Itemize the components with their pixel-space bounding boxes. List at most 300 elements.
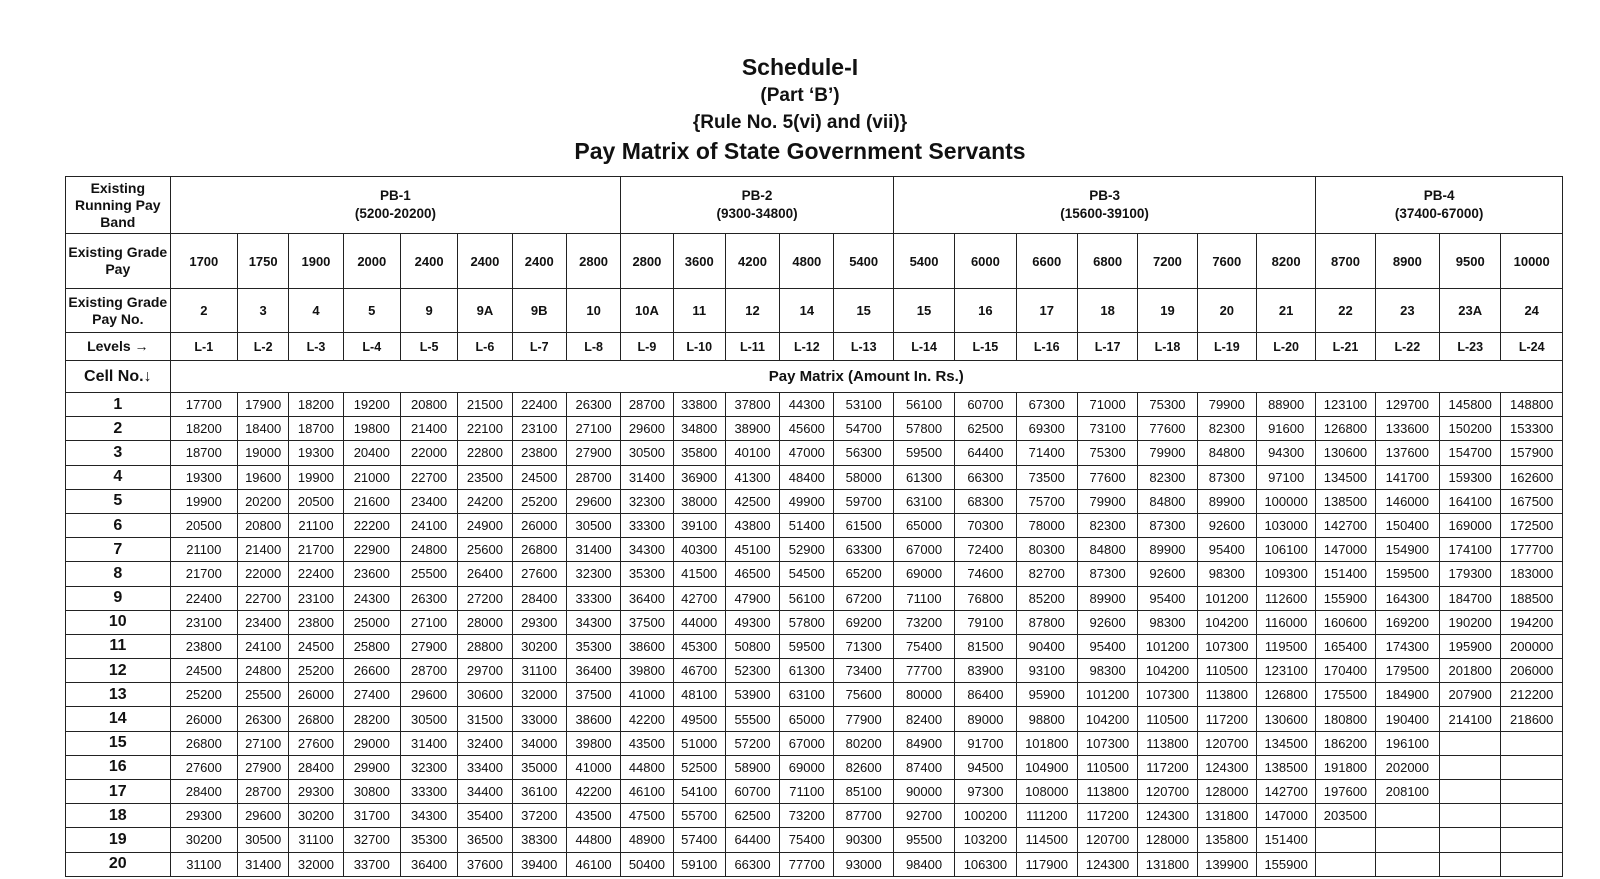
grade-pay-no-cell: 16 xyxy=(955,289,1016,333)
pay-amount-cell: 82300 xyxy=(1138,465,1197,489)
pay-amount-cell: 77700 xyxy=(893,659,954,683)
pay-amount-cell: 28400 xyxy=(289,755,343,779)
pay-amount-cell: 107300 xyxy=(1197,634,1256,658)
grade-pay-cell: 5400 xyxy=(893,234,954,289)
pay-amount-cell: 18200 xyxy=(289,393,343,417)
pay-amount-cell: 179300 xyxy=(1440,562,1501,586)
table-row xyxy=(66,489,1563,513)
pay-amount-cell: 61500 xyxy=(834,513,893,537)
pay-amount-cell: 77600 xyxy=(1138,417,1197,441)
pay-amount-cell: 30800 xyxy=(343,780,400,804)
pay-amount-cell: 36500 xyxy=(458,828,512,852)
pay-amount-cell: 124300 xyxy=(1077,852,1137,876)
levels-row xyxy=(66,333,1563,361)
level-cell: L-23 xyxy=(1440,333,1501,361)
pay-amount-cell: 55700 xyxy=(673,804,725,828)
pay-amount-cell: 60700 xyxy=(725,780,779,804)
pay-amount-cell: 28400 xyxy=(512,586,566,610)
pay-amount-cell: 203500 xyxy=(1316,804,1375,828)
pay-amount-cell xyxy=(1375,828,1439,852)
pay-amount-cell: 160600 xyxy=(1316,610,1375,634)
pay-amount-cell: 31100 xyxy=(170,852,237,876)
pay-amount-cell: 169200 xyxy=(1375,610,1439,634)
cell-number: 16 xyxy=(66,755,171,779)
pay-amount-cell: 113800 xyxy=(1197,683,1256,707)
pay-band-header xyxy=(893,177,1315,234)
pay-amount-cell: 22800 xyxy=(458,441,512,465)
grade-pay-cell: 8200 xyxy=(1256,234,1315,289)
schedule-title: Schedule-I xyxy=(741,54,859,80)
table-row xyxy=(66,659,1563,683)
grade-pay-no-cell: 15 xyxy=(834,289,893,333)
pay-amount-cell: 117200 xyxy=(1077,804,1137,828)
pay-amount-cell: 24100 xyxy=(400,513,457,537)
pay-amount-cell: 58900 xyxy=(725,755,779,779)
pay-amount-cell: 62500 xyxy=(955,417,1016,441)
level-cell: L-4 xyxy=(343,333,400,361)
grade-pay-cell: 8900 xyxy=(1375,234,1439,289)
pay-amount-cell: 208100 xyxy=(1375,780,1439,804)
pay-amount-cell: 62500 xyxy=(725,804,779,828)
pay-amount-cell: 131800 xyxy=(1197,804,1256,828)
pay-amount-cell: 63300 xyxy=(834,538,893,562)
pay-amount-cell: 46500 xyxy=(725,562,779,586)
pay-amount-cell: 120700 xyxy=(1197,731,1256,755)
pay-amount-cell: 79900 xyxy=(1138,441,1197,465)
pay-amount-cell: 46700 xyxy=(673,659,725,683)
pay-amount-cell: 87800 xyxy=(1016,610,1077,634)
grade-pay-no-cell: 9B xyxy=(512,289,566,333)
pay-amount-cell: 89900 xyxy=(1197,489,1256,513)
pay-amount-cell: 31400 xyxy=(400,731,457,755)
pay-amount-cell: 29300 xyxy=(289,780,343,804)
pay-amount-cell: 49900 xyxy=(780,489,834,513)
pay-amount-cell: 32000 xyxy=(289,852,343,876)
pay-amount-cell: 19200 xyxy=(343,393,400,417)
pay-amount-cell: 29000 xyxy=(343,731,400,755)
table-row xyxy=(66,393,1563,417)
pay-amount-cell: 26300 xyxy=(400,586,457,610)
pay-amount-cell: 19900 xyxy=(170,489,237,513)
grade-pay-no-cell: 21 xyxy=(1256,289,1315,333)
cell-number: 13 xyxy=(66,683,171,707)
pay-amount-cell: 37600 xyxy=(458,852,512,876)
pay-amount-cell: 138500 xyxy=(1316,489,1375,513)
pay-amount-cell: 29600 xyxy=(621,417,673,441)
pay-amount-cell: 19600 xyxy=(238,465,289,489)
level-cell: L-21 xyxy=(1316,333,1375,361)
pay-amount-cell: 32000 xyxy=(512,683,566,707)
pay-amount-cell: 82400 xyxy=(893,707,954,731)
grade-pay-cell: 1750 xyxy=(238,234,289,289)
pay-amount-cell: 21600 xyxy=(343,489,400,513)
pay-amount-cell: 21700 xyxy=(170,562,237,586)
pay-amount-cell: 177700 xyxy=(1501,538,1563,562)
pay-amount-cell: 155900 xyxy=(1256,852,1315,876)
pay-amount-cell: 27900 xyxy=(400,634,457,658)
pay-amount-cell: 180800 xyxy=(1316,707,1375,731)
pay-amount-cell: 37200 xyxy=(512,804,566,828)
pay-amount-cell: 32300 xyxy=(400,755,457,779)
pay-amount-cell: 75700 xyxy=(1016,489,1077,513)
cell-number: 18 xyxy=(66,804,171,828)
pay-amount-cell: 117200 xyxy=(1197,707,1256,731)
pay-amount-cell: 98400 xyxy=(893,852,954,876)
pay-amount-cell: 40100 xyxy=(725,441,779,465)
pay-amount-cell: 87300 xyxy=(1077,562,1137,586)
grade-pay-no-cell: 11 xyxy=(673,289,725,333)
pay-amount-cell: 56100 xyxy=(893,393,954,417)
pay-amount-cell: 150200 xyxy=(1440,417,1501,441)
pay-amount-cell: 57800 xyxy=(893,417,954,441)
pay-amount-cell: 27100 xyxy=(400,610,457,634)
pay-amount-cell xyxy=(1316,852,1375,876)
pay-amount-cell: 135800 xyxy=(1197,828,1256,852)
cell-number: 1 xyxy=(66,393,171,417)
grade-pay-cell: 6600 xyxy=(1016,234,1077,289)
pay-amount-cell: 51000 xyxy=(673,731,725,755)
pay-amount-cell: 19000 xyxy=(238,441,289,465)
pay-amount-cell: 69300 xyxy=(1016,417,1077,441)
grade-pay-no-label: Existing Grade Pay No. xyxy=(66,289,171,333)
pay-amount-cell: 70300 xyxy=(955,513,1016,537)
grade-pay-cell: 8700 xyxy=(1316,234,1375,289)
pay-amount-cell: 124300 xyxy=(1197,755,1256,779)
pay-amount-cell: 30500 xyxy=(238,828,289,852)
pay-amount-cell: 20200 xyxy=(238,489,289,513)
pay-amount-cell: 107300 xyxy=(1138,683,1197,707)
pay-amount-cell: 21100 xyxy=(289,513,343,537)
pay-amount-cell: 44000 xyxy=(673,610,725,634)
pay-amount-cell: 32700 xyxy=(343,828,400,852)
pay-amount-cell: 60700 xyxy=(955,393,1016,417)
pay-amount-cell: 81500 xyxy=(955,634,1016,658)
pay-amount-cell: 212200 xyxy=(1501,683,1563,707)
pay-amount-cell: 21500 xyxy=(458,393,512,417)
pay-amount-cell: 30200 xyxy=(512,634,566,658)
pay-amount-cell: 206000 xyxy=(1501,659,1563,683)
pay-amount-cell: 194200 xyxy=(1501,610,1563,634)
level-cell: L-20 xyxy=(1256,333,1315,361)
pay-amount-cell: 23100 xyxy=(512,417,566,441)
pay-band-header xyxy=(1316,177,1563,234)
pay-amount-cell: 29900 xyxy=(343,755,400,779)
pay-amount-cell: 75400 xyxy=(780,828,834,852)
pay-amount-cell: 44800 xyxy=(566,828,620,852)
pay-amount-cell: 100000 xyxy=(1256,489,1315,513)
pay-amount-cell: 195900 xyxy=(1440,634,1501,658)
pay-amount-cell: 22900 xyxy=(343,538,400,562)
pay-amount-cell: 22400 xyxy=(170,586,237,610)
pay-amount-cell: 184900 xyxy=(1375,683,1439,707)
table-row xyxy=(66,852,1563,876)
pay-amount-cell: 157900 xyxy=(1501,441,1563,465)
cell-number: 12 xyxy=(66,659,171,683)
grade-pay-cell: 2800 xyxy=(566,234,620,289)
pay-amount-cell: 104200 xyxy=(1197,610,1256,634)
pay-band-row xyxy=(66,177,1563,234)
pay-amount-cell: 79100 xyxy=(955,610,1016,634)
pay-amount-cell: 21000 xyxy=(343,465,400,489)
pay-amount-cell xyxy=(1440,804,1501,828)
grade-pay-cell: 2000 xyxy=(343,234,400,289)
pay-amount-cell: 167500 xyxy=(1501,489,1563,513)
pay-amount-cell: 61300 xyxy=(893,465,954,489)
pay-amount-cell: 65000 xyxy=(780,707,834,731)
pay-amount-cell: 67000 xyxy=(780,731,834,755)
pay-amount-cell: 68300 xyxy=(955,489,1016,513)
pay-amount-cell: 82300 xyxy=(1197,417,1256,441)
pay-amount-cell: 71400 xyxy=(1016,441,1077,465)
pay-amount-cell: 77700 xyxy=(780,852,834,876)
pay-amount-cell: 18700 xyxy=(289,417,343,441)
pay-amount-cell: 73500 xyxy=(1016,465,1077,489)
pay-amount-cell: 34300 xyxy=(400,804,457,828)
pay-amount-cell: 26600 xyxy=(343,659,400,683)
pay-amount-cell: 37800 xyxy=(725,393,779,417)
pay-amount-cell: 188500 xyxy=(1501,586,1563,610)
table-row xyxy=(66,562,1563,586)
pay-amount-cell: 151400 xyxy=(1316,562,1375,586)
pay-amount-cell: 116000 xyxy=(1256,610,1315,634)
pay-amount-cell: 87300 xyxy=(1138,513,1197,537)
table-row xyxy=(66,755,1563,779)
pay-amount-cell: 23400 xyxy=(238,610,289,634)
grade-pay-cell: 6800 xyxy=(1077,234,1137,289)
pay-amount-cell: 103000 xyxy=(1256,513,1315,537)
pay-amount-cell: 59700 xyxy=(834,489,893,513)
pay-amount-cell: 126800 xyxy=(1316,417,1375,441)
pay-amount-cell: 218600 xyxy=(1501,707,1563,731)
table-row xyxy=(66,780,1563,804)
pay-amount-cell: 34400 xyxy=(458,780,512,804)
pay-amount-cell: 23600 xyxy=(343,562,400,586)
grade-pay-no-cell: 10 xyxy=(566,289,620,333)
grade-pay-no-cell: 23A xyxy=(1440,289,1501,333)
pay-amount-cell: 59100 xyxy=(673,852,725,876)
pay-amount-cell: 18400 xyxy=(238,417,289,441)
pay-amount-cell: 90000 xyxy=(893,780,954,804)
pay-amount-cell: 123100 xyxy=(1316,393,1375,417)
pay-amount-cell: 109300 xyxy=(1256,562,1315,586)
pay-amount-cell: 73100 xyxy=(1077,417,1137,441)
pay-amount-cell: 186200 xyxy=(1316,731,1375,755)
level-cell: L-9 xyxy=(621,333,673,361)
pay-amount-cell: 48400 xyxy=(780,465,834,489)
table-row xyxy=(66,707,1563,731)
level-cell: L-11 xyxy=(725,333,779,361)
pay-amount-cell: 98300 xyxy=(1077,659,1137,683)
level-cell: L-8 xyxy=(566,333,620,361)
pay-amount-cell: 104200 xyxy=(1077,707,1137,731)
pay-amount-cell: 25200 xyxy=(512,489,566,513)
pay-amount-cell: 151400 xyxy=(1256,828,1315,852)
cell-number: 4 xyxy=(66,465,171,489)
level-cell: L-16 xyxy=(1016,333,1077,361)
grade-pay-no-cell: 2 xyxy=(170,289,237,333)
cell-number: 3 xyxy=(66,441,171,465)
pay-amount-cell: 44800 xyxy=(621,755,673,779)
pay-amount-cell: 27900 xyxy=(566,441,620,465)
pay-amount-cell: 26000 xyxy=(512,513,566,537)
pay-amount-cell: 26800 xyxy=(512,538,566,562)
level-cell: L-17 xyxy=(1077,333,1137,361)
pay-amount-cell: 29300 xyxy=(170,804,237,828)
pay-amount-cell: 85100 xyxy=(834,780,893,804)
table-row xyxy=(66,441,1563,465)
pay-amount-cell: 33300 xyxy=(621,513,673,537)
pay-amount-cell: 92600 xyxy=(1197,513,1256,537)
pay-amount-cell: 56100 xyxy=(780,586,834,610)
pay-amount-cell: 123100 xyxy=(1256,659,1315,683)
table-row xyxy=(66,513,1563,537)
pay-amount-cell: 33300 xyxy=(400,780,457,804)
pay-amount-cell: 146000 xyxy=(1375,489,1439,513)
pay-matrix-table xyxy=(65,176,1563,877)
pay-amount-cell: 21400 xyxy=(400,417,457,441)
pay-amount-cell: 26300 xyxy=(566,393,620,417)
pay-amount-cell: 21700 xyxy=(289,538,343,562)
pay-amount-cell: 142700 xyxy=(1316,513,1375,537)
pay-amount-cell: 30500 xyxy=(400,707,457,731)
pay-amount-cell: 28700 xyxy=(566,465,620,489)
pay-amount-cell: 71100 xyxy=(893,586,954,610)
pay-amount-cell: 84800 xyxy=(1138,489,1197,513)
pay-amount-cell: 87300 xyxy=(1197,465,1256,489)
pay-band-range: (5200-20200) xyxy=(354,206,436,221)
pay-amount-cell: 207900 xyxy=(1440,683,1501,707)
pay-amount-cell: 27600 xyxy=(289,731,343,755)
pay-amount-cell: 77900 xyxy=(834,707,893,731)
pay-amount-cell: 120700 xyxy=(1077,828,1137,852)
pay-amount-cell: 20400 xyxy=(343,441,400,465)
pay-amount-cell: 75300 xyxy=(1138,393,1197,417)
pay-amount-cell xyxy=(1501,804,1563,828)
pay-amount-cell: 179500 xyxy=(1375,659,1439,683)
pay-amount-cell: 69000 xyxy=(780,755,834,779)
pay-amount-cell: 29700 xyxy=(458,659,512,683)
grade-pay-cell: 5400 xyxy=(834,234,893,289)
level-cell: L-1 xyxy=(170,333,237,361)
pay-amount-cell: 63100 xyxy=(893,489,954,513)
pay-amount-cell: 32400 xyxy=(458,731,512,755)
pay-amount-cell: 27900 xyxy=(238,755,289,779)
level-cell: L-12 xyxy=(780,333,834,361)
pay-amount-cell xyxy=(1501,852,1563,876)
pay-amount-cell: 48900 xyxy=(621,828,673,852)
pay-amount-cell: 73400 xyxy=(834,659,893,683)
pay-amount-cell: 24500 xyxy=(512,465,566,489)
pay-amount-cell: 18700 xyxy=(170,441,237,465)
table-row xyxy=(66,465,1563,489)
level-cell: L-6 xyxy=(458,333,512,361)
grade-pay-no-cell: 12 xyxy=(725,289,779,333)
grade-pay-no-cell: 4 xyxy=(289,289,343,333)
pay-amount-cell: 22000 xyxy=(238,562,289,586)
pay-amount-cell: 85200 xyxy=(1016,586,1077,610)
part-label: (Part ‘B’) xyxy=(760,85,840,106)
pay-amount-cell: 31100 xyxy=(289,828,343,852)
pay-amount-cell: 45600 xyxy=(780,417,834,441)
pay-amount-cell: 110500 xyxy=(1077,755,1137,779)
pay-band-name: PB-3 xyxy=(1089,188,1120,203)
level-cell: L-5 xyxy=(400,333,457,361)
pay-amount-cell: 49300 xyxy=(725,610,779,634)
pay-amount-cell: 79900 xyxy=(1197,393,1256,417)
pay-amount-cell: 58000 xyxy=(834,465,893,489)
pay-amount-cell: 73200 xyxy=(893,610,954,634)
pay-amount-cell: 197600 xyxy=(1316,780,1375,804)
pay-amount-cell: 129700 xyxy=(1375,393,1439,417)
pay-amount-cell: 28200 xyxy=(343,707,400,731)
grade-pay-cell: 9500 xyxy=(1440,234,1501,289)
pay-amount-cell: 82300 xyxy=(1077,513,1137,537)
level-cell: L-19 xyxy=(1197,333,1256,361)
pay-amount-cell: 80200 xyxy=(834,731,893,755)
pay-amount-cell: 38600 xyxy=(621,634,673,658)
pay-amount-cell: 28700 xyxy=(621,393,673,417)
pay-amount-cell: 22700 xyxy=(400,465,457,489)
pay-amount-cell: 20800 xyxy=(400,393,457,417)
pay-amount-cell: 147000 xyxy=(1256,804,1315,828)
pay-amount-cell: 52300 xyxy=(725,659,779,683)
grade-pay-cell: 2400 xyxy=(400,234,457,289)
pay-amount-cell: 154900 xyxy=(1375,538,1439,562)
pay-amount-cell: 43800 xyxy=(725,513,779,537)
pay-amount-cell: 88900 xyxy=(1256,393,1315,417)
grade-pay-cell: 10000 xyxy=(1501,234,1563,289)
pay-amount-cell: 19300 xyxy=(289,441,343,465)
pay-amount-cell: 22200 xyxy=(343,513,400,537)
pay-band-label: Existing Running Pay Band xyxy=(66,177,171,234)
grade-pay-no-cell: 14 xyxy=(780,289,834,333)
pay-amount-cell: 141700 xyxy=(1375,465,1439,489)
table-row xyxy=(66,417,1563,441)
pay-amount-cell: 90400 xyxy=(1016,634,1077,658)
cell-number: 8 xyxy=(66,562,171,586)
pay-amount-cell: 134500 xyxy=(1256,731,1315,755)
pay-amount-cell: 36100 xyxy=(512,780,566,804)
grade-pay-no-row xyxy=(66,289,1563,333)
pay-amount-cell: 29300 xyxy=(512,610,566,634)
pay-amount-cell: 26400 xyxy=(458,562,512,586)
pay-amount-cell: 91700 xyxy=(955,731,1016,755)
pay-amount-cell: 113800 xyxy=(1138,731,1197,755)
pay-amount-cell: 24900 xyxy=(458,513,512,537)
cell-number: 2 xyxy=(66,417,171,441)
pay-amount-cell: 31700 xyxy=(343,804,400,828)
pay-amount-cell: 80300 xyxy=(1016,538,1077,562)
rule-label: {Rule No. 5(vi) and (vii)} xyxy=(692,112,908,133)
pay-amount-cell: 23100 xyxy=(289,586,343,610)
pay-amount-cell: 90300 xyxy=(834,828,893,852)
cell-number: 6 xyxy=(66,513,171,537)
level-cell: L-10 xyxy=(673,333,725,361)
pay-amount-cell: 89900 xyxy=(1077,586,1137,610)
pay-amount-cell: 24100 xyxy=(238,634,289,658)
pay-amount-cell: 23800 xyxy=(289,610,343,634)
cell-number: 5 xyxy=(66,489,171,513)
pay-amount-cell: 41500 xyxy=(673,562,725,586)
pay-amount-cell: 75400 xyxy=(893,634,954,658)
pay-amount-cell: 21400 xyxy=(238,538,289,562)
pay-amount-cell xyxy=(1501,780,1563,804)
pay-amount-cell: 26000 xyxy=(289,683,343,707)
pay-amount-cell: 31500 xyxy=(458,707,512,731)
pay-amount-cell: 41300 xyxy=(725,465,779,489)
pay-amount-cell: 23100 xyxy=(170,610,237,634)
pay-amount-cell: 84800 xyxy=(1197,441,1256,465)
